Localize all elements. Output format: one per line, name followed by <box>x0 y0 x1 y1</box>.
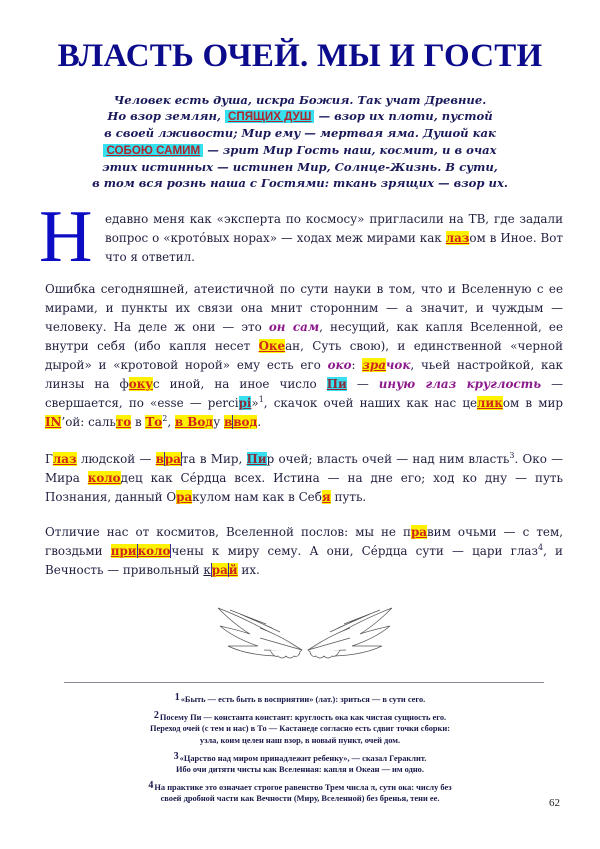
epigraph-line: в том вся рознь наша с Гостями: ткань зрящих — взор их. <box>92 176 508 191</box>
highlight-cyan: Пи <box>326 377 347 391</box>
footnote-number: 1 <box>174 692 180 703</box>
highlight: зра <box>362 358 386 372</box>
highlight: при <box>110 544 137 558</box>
footnotes <box>100 692 500 809</box>
text: едавно меня как «эксперта по космосу» пригласили на ТВ, где задали вопрос о «кротóвых норах» — ходах меж мирами как <box>105 212 563 245</box>
text: . <box>257 415 262 429</box>
text: . Око — Мира <box>45 452 563 485</box>
emphasis: чок <box>385 358 411 372</box>
emphasis: он сам <box>268 320 320 334</box>
epigraph-text: Но взор землян, <box>107 109 226 124</box>
text: с иной, на иное число <box>152 377 327 391</box>
text: дец как Сéрдца всех. Истина — на дне его; ход ко дну — путь Познания, данный О <box>45 471 563 504</box>
text: » <box>251 396 259 410</box>
epigraph-text: — зрит Мир Гость наш, космит, и в очах <box>203 142 497 157</box>
drop-cap: Н <box>39 196 93 278</box>
text: р очей; власть очей — над ним власть <box>266 452 510 466</box>
text: , чьей настройкой, как линзы на ф <box>45 358 563 391</box>
footnote-3 <box>100 751 500 776</box>
highlight: коло <box>87 471 121 485</box>
highlight-cyan: Пи <box>246 452 267 466</box>
text: путь. <box>330 490 367 504</box>
emphasis: око <box>327 358 352 372</box>
paragraph-3 <box>45 450 563 507</box>
highlight: в Вод <box>174 415 214 429</box>
footnote-number: 3 <box>173 750 179 762</box>
highlight-cyan: СПЯЩИХ ДУШ <box>225 110 314 123</box>
footnote-text: Переход очей (с тем и нас) в То — Кастанеде согласно есть сдвиг точки сборки: <box>150 724 450 734</box>
highlight: то <box>115 415 132 429</box>
footnote-1 <box>100 692 500 705</box>
text: ом в Иное. Вот что я ответил. <box>105 231 564 264</box>
highlight: ра <box>410 525 427 539</box>
highlight: в <box>223 415 233 429</box>
highlight: ра <box>164 452 181 466</box>
text: вим очьми — с тем, гвоздьми <box>45 525 563 558</box>
highlight: Оке <box>258 339 286 353</box>
footnote-ref[interactable]: 3 <box>509 451 515 461</box>
epigraph-line: этих истинных — истинен Мир, Солнце-Жизнь. В сути, <box>102 159 498 174</box>
text: , <box>167 415 175 429</box>
highlight: лаз <box>445 231 470 245</box>
text: кулом нам как в Себ <box>192 490 322 504</box>
footnote-number: 2 <box>153 709 159 721</box>
epigraph-line: в своей лживости; Мир ему — мертвая яма. Душой как <box>104 126 496 141</box>
highlight: лик <box>477 396 503 410</box>
footnote-text: «Царство над миром принадлежит ребенку», — сказал Гераклит. <box>179 753 427 763</box>
epigraph-line: Человек есть душа, искра Божия. Так учат Древние. <box>113 93 487 107</box>
text: , и Вечность — привольный <box>45 544 563 577</box>
footnote-ref[interactable]: 2 <box>162 414 168 424</box>
highlight-cyan: СОБОЮ САМИМ <box>103 144 203 157</box>
text: — <box>346 377 379 391</box>
text: их. <box>237 563 260 577</box>
highlight-cyan: pi <box>238 396 252 410</box>
highlight: ра <box>211 563 228 577</box>
highlight: я <box>321 490 331 504</box>
emphasis: иную глаз круглость <box>378 377 542 391</box>
highlight: лаз <box>52 452 77 466</box>
footnote-text: узла, коим целен наш взор, в новый пункт, очей дом. <box>199 735 401 745</box>
page-title: ВЛАСТЬ ОЧЕЙ. МЫ И ГОСТИ <box>57 38 543 74</box>
highlight: коло <box>137 544 171 558</box>
paragraph-2 <box>45 280 563 432</box>
text: в <box>131 415 146 429</box>
paragraph-1 <box>105 210 563 267</box>
text: : <box>351 358 363 372</box>
paragraph-4 <box>45 523 563 580</box>
footnote-ref[interactable]: 4 <box>537 543 544 553</box>
highlight: ра <box>176 490 193 504</box>
text: ’ой: саль <box>61 415 116 429</box>
footnote-divider <box>64 682 544 683</box>
text: ом в мир <box>502 396 563 410</box>
footnote-text: Посему Пи — константа констант: круглость ока как чистая сущность его. <box>159 712 447 722</box>
text: людской — <box>76 452 156 466</box>
text: к <box>203 563 211 577</box>
epigraph-line <box>56 108 544 125</box>
text: Г <box>45 452 53 466</box>
highlight: й <box>228 563 238 577</box>
text: у <box>213 415 224 429</box>
text: Отличие нас от космитов, Вселенной послов: мы не п <box>45 525 411 539</box>
text: та в Мир, <box>181 452 247 466</box>
highlight: То <box>145 415 163 429</box>
text: — свершается, по «esse — perci <box>45 377 563 410</box>
highlight: оку <box>128 377 153 391</box>
epigraph-line <box>56 142 544 159</box>
highlight: в <box>155 452 164 466</box>
epigraph <box>56 92 544 191</box>
highlight: вод <box>233 415 258 429</box>
page-number: 62 <box>549 797 560 809</box>
text: Ошибка сегодняшней, атеистичной по сути науки в том, что и Вселенную с ее мирами, и пункты их связи она мнит сторонним — а значит, и чуждым — человеку. На деле ж они — это <box>45 282 563 334</box>
text: , несущий, как капля Вселенной, ее внутри себя (ибо капля несет <box>45 320 563 353</box>
footnote-ref[interactable]: 1 <box>258 395 264 405</box>
footnote-text: Ибо очи дитяти чисты как Вселенная: капля и Океан — им одно. <box>176 765 424 775</box>
highlight: IN <box>45 415 62 429</box>
footnote-text: «Быть — есть быть в восприятии» (лат.): зриться — в сути сего. <box>180 695 426 704</box>
text: ан, Суть свою), и единственной «черной дырой» и «кротовой норой» ему есть его <box>45 339 564 372</box>
footnote-text: На практике это означает строгое равенство Трем числа π, сути ока: числу без <box>154 782 452 792</box>
text: , скачок очей наших как нас це <box>263 396 478 410</box>
text: чены к миру сему. А они, Сéрдца сути — цари глаз <box>171 544 538 558</box>
epigraph-text: — взор их плоти, пустой <box>314 109 493 124</box>
footnote-2 <box>100 710 500 746</box>
footnote-text: своей дробной части как Вечности (Миру, Вселенной) без бренья, тени ее. <box>160 794 440 804</box>
angel-wings-illustration <box>210 598 400 663</box>
footnote-4 <box>100 780 500 805</box>
footnote-number: 4 <box>148 779 154 791</box>
